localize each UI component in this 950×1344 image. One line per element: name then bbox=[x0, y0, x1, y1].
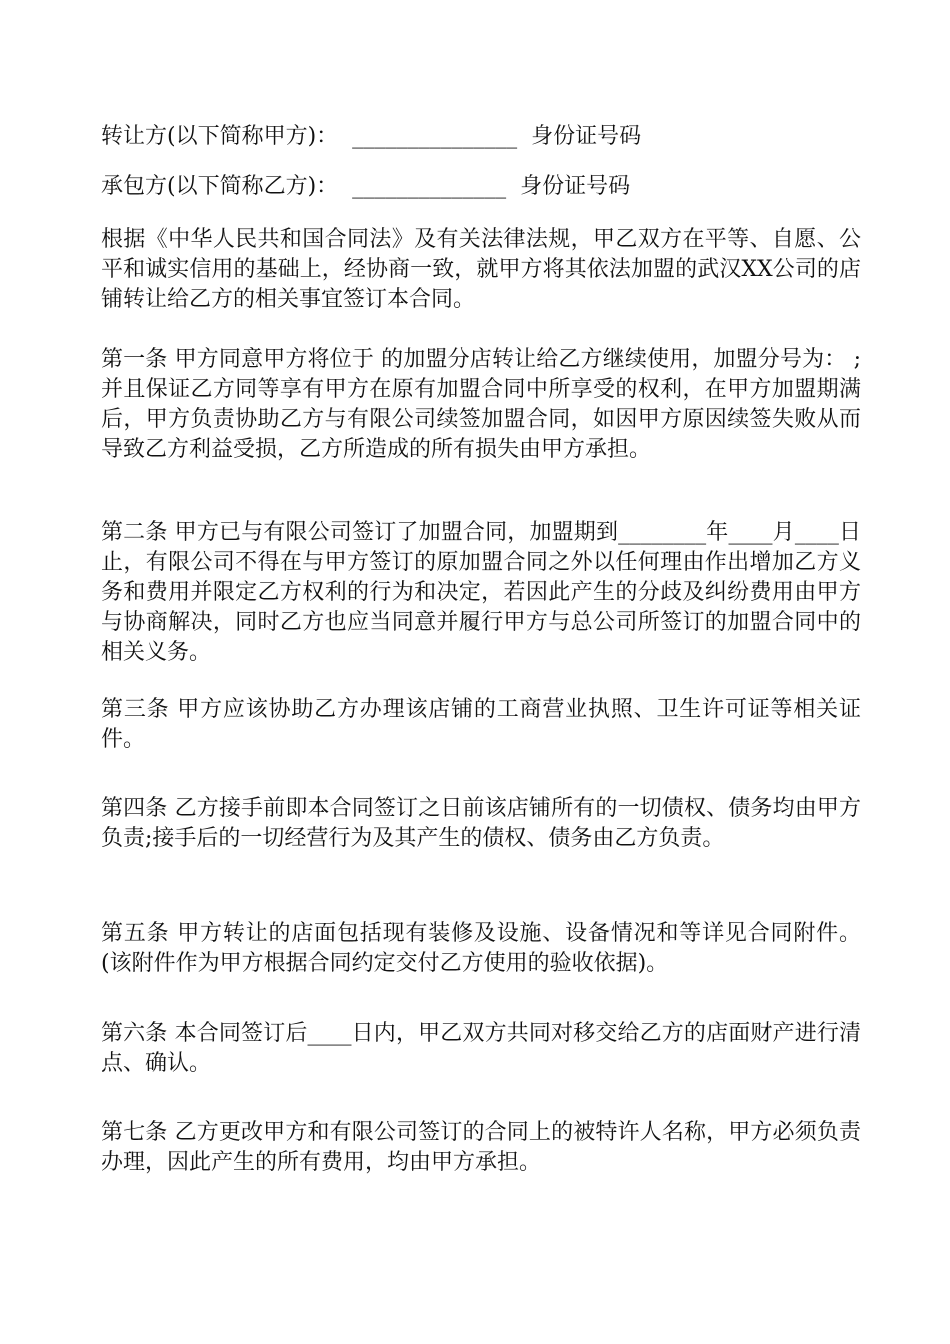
article-1: 第一条 甲方同意甲方将位于 的加盟分店转让给乙方继续使用，加盟分号为： ;并且保证乙方同等享有甲方在原有加盟合同中所享受的权利，在甲方加盟期满后，甲方负责协助乙方与有限公司续签加盟合同，如因甲方原因续签失败从而导致乙方利益受损，乙方所造成的所有损失由甲方承担。 bbox=[101, 347, 861, 462]
article-3: 第三条 甲方应该协助乙方办理该店铺的工商营业执照、卫生许可证等相关证件。 bbox=[101, 697, 861, 752]
article-5: 第五条 甲方转让的店面包括现有装修及设施、设备情况和等详见合同附件。(该附件作为甲方根据合同约定交付乙方使用的验收依据)。 bbox=[101, 921, 861, 976]
article-2: 第二条 甲方已与有限公司签订了加盟合同，加盟期到________年____月____日止，有限公司不得在与甲方签订的原加盟合同之外以任何理由作出增加乙方义务和费用并限定乙方权利的行为和决定，若因此产生的分歧及纠纷费用由甲方与协商解决，同时乙方也应当同意并履行甲方与总公司所签订的加盟合同中的相关义务。 bbox=[101, 520, 861, 665]
article-4: 第四条 乙方接手前即本合同签订之日前该店铺所有的一切债权、债务均由甲方负责;接手后的一切经营行为及其产生的债权、债务由乙方负责。 bbox=[101, 796, 861, 851]
preamble-paragraph: 根据《中华人民共和国合同法》及有关法律法规，甲乙双方在平等、自愿、公平和诚实信用的基础上，经协商一致，就甲方将其依法加盟的武汉XX公司的店铺转让给乙方的相关事宜签订本合同。 bbox=[101, 227, 861, 312]
article-7: 第七条 乙方更改甲方和有限公司签订的合同上的被特许人名称，甲方必须负责办理，因此产生的所有费用，均由甲方承担。 bbox=[101, 1120, 861, 1175]
transferor-line: 转让方(以下简称甲方)： _______________ 身份证号码 bbox=[101, 124, 642, 149]
contractor-line: 承包方(以下简称乙方)： ______________ 身份证号码 bbox=[101, 174, 631, 199]
article-6: 第六条 本合同签订后____日内，甲乙双方共同对移交给乙方的店面财产进行清点、确认。 bbox=[101, 1021, 861, 1076]
